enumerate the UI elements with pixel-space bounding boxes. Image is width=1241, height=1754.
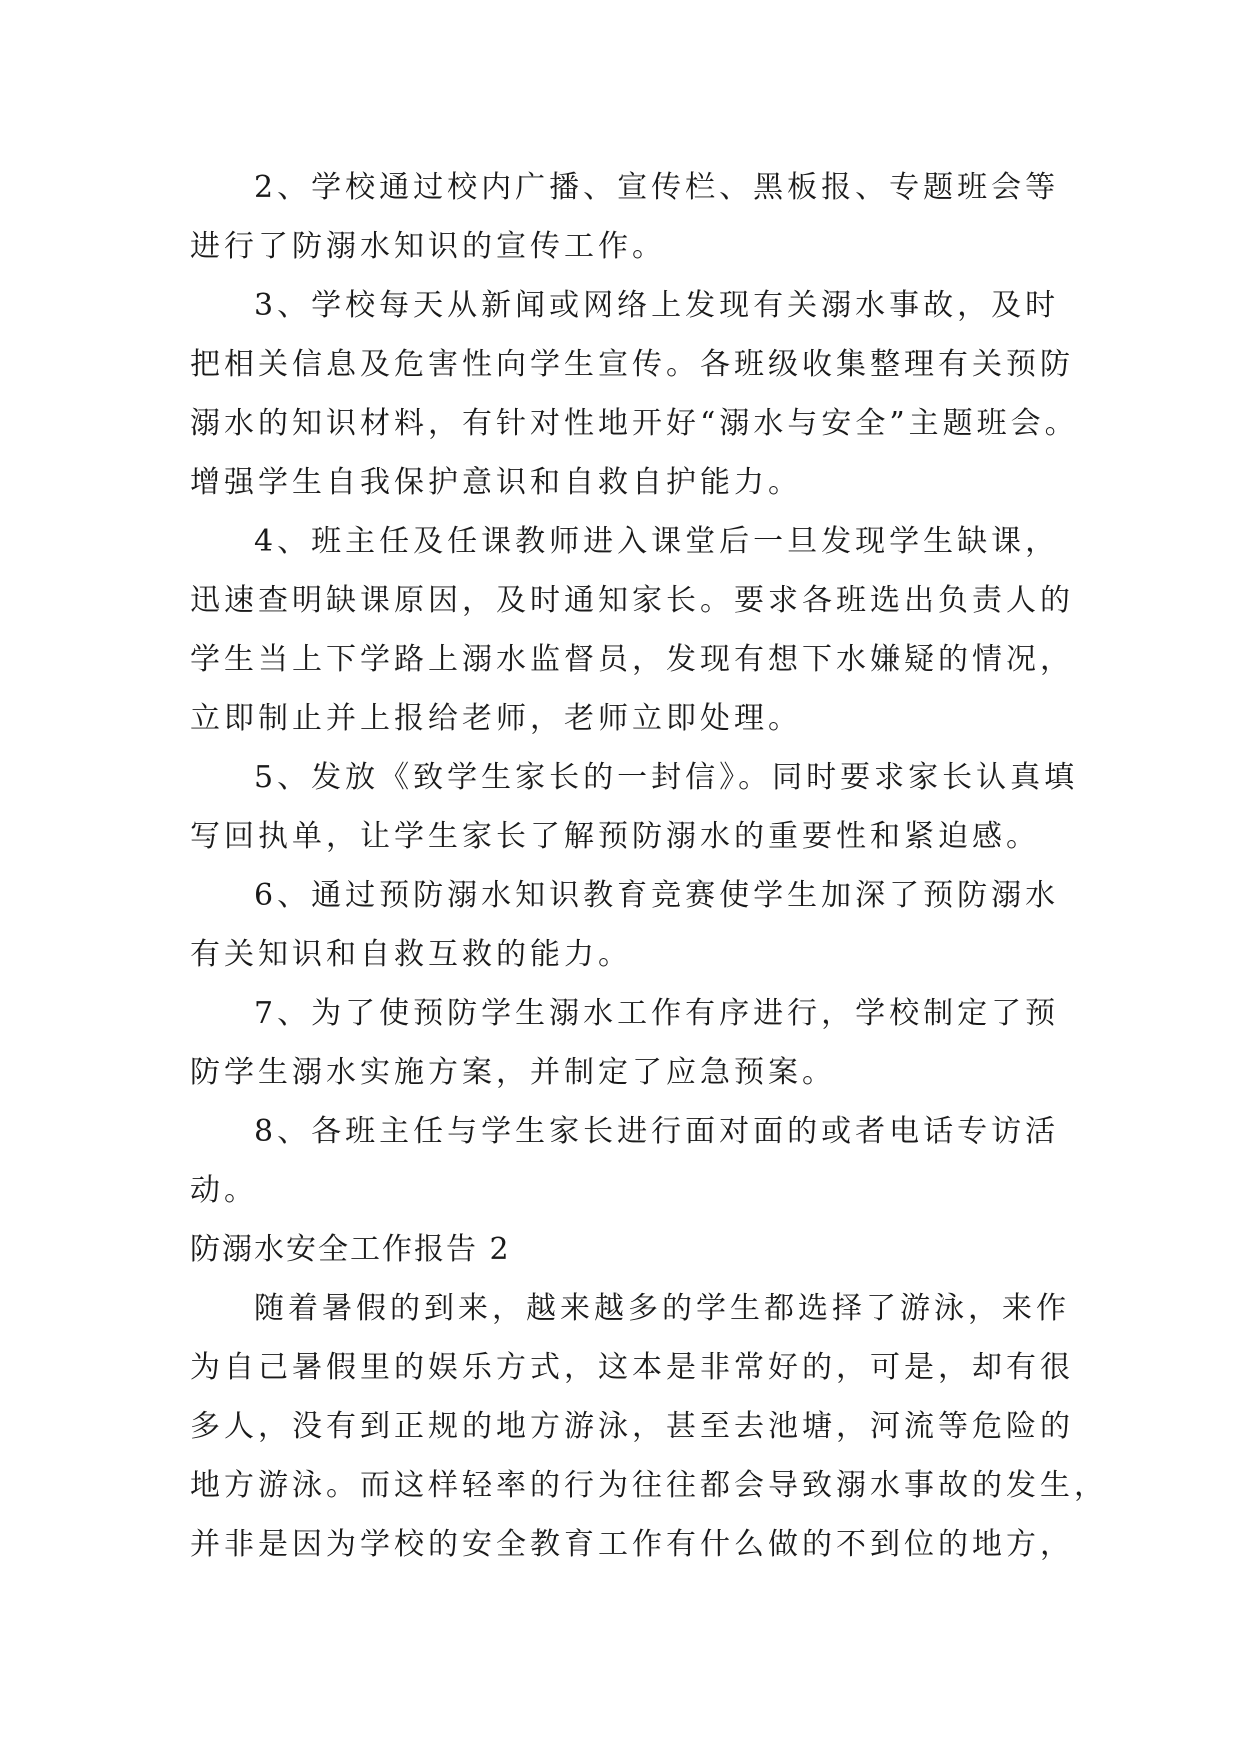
paragraph-line: 多人，没有到正规的地方游泳，甚至去池塘，河流等危险的 — [190, 1409, 1074, 1444]
paragraph-line: 8、各班主任与学生家长进行面对面的或者电话专访活 — [254, 1114, 1060, 1149]
paragraph-line: 7、为了使预防学生溺水工作有序进行，学校制定了预 — [254, 996, 1060, 1031]
paragraph-line: 为自己暑假里的娱乐方式，这本是非常好的，可是，却有很 — [190, 1350, 1074, 1385]
paragraph-line: 有关知识和自救互救的能力。 — [190, 937, 632, 972]
paragraph-line: 动。 — [190, 1173, 258, 1208]
paragraph-line: 溺水的知识材料，有针对性地开好“溺水与安全”主题班会。 — [190, 406, 1079, 441]
paragraph-line: 随着暑假的到来，越来越多的学生都选择了游泳，来作 — [254, 1291, 1070, 1326]
document-body — [190, 158, 1108, 1574]
paragraph-line: 地方游泳。而这样轻率的行为往往都会导致溺水事故的发生， — [190, 1468, 1108, 1503]
paragraph-line: 增强学生自我保护意识和自救自护能力。 — [190, 465, 802, 500]
paragraph-line: 2、学校通过校内广播、宣传栏、黑板报、专题班会等 — [254, 170, 1060, 205]
paragraph-line: 4、班主任及任课教师进入课堂后一旦发现学生缺课， — [254, 524, 1060, 559]
paragraph-line: 6、通过预防溺水知识教育竞赛使学生加深了预防溺水 — [254, 878, 1060, 913]
paragraph-line: 并非是因为学校的安全教育工作有什么做的不到位的地方， — [190, 1527, 1074, 1562]
section-heading: 防溺水安全工作报告 2 — [190, 1232, 511, 1267]
paragraph-line: 立即制止并上报给老师，老师立即处理。 — [190, 701, 802, 736]
paragraph-line: 学生当上下学路上溺水监督员，发现有想下水嫌疑的情况， — [190, 642, 1074, 677]
paragraph-line: 进行了防溺水知识的宣传工作。 — [190, 229, 666, 264]
paragraph-line: 写回执单，让学生家长了解预防溺水的重要性和紧迫感。 — [190, 819, 1040, 854]
paragraph-line: 5、发放《致学生家长的一封信》。同时要求家长认真填 — [254, 760, 1079, 795]
paragraph-line: 防学生溺水实施方案，并制定了应急预案。 — [190, 1055, 836, 1090]
paragraph-line: 3、学校每天从新闻或网络上发现有关溺水事故，及时 — [254, 288, 1060, 323]
paragraph-line: 迅速查明缺课原因，及时通知家长。要求各班选出负责人的 — [190, 583, 1074, 618]
paragraph-line: 把相关信息及危害性向学生宣传。各班级收集整理有关预防 — [190, 347, 1074, 382]
